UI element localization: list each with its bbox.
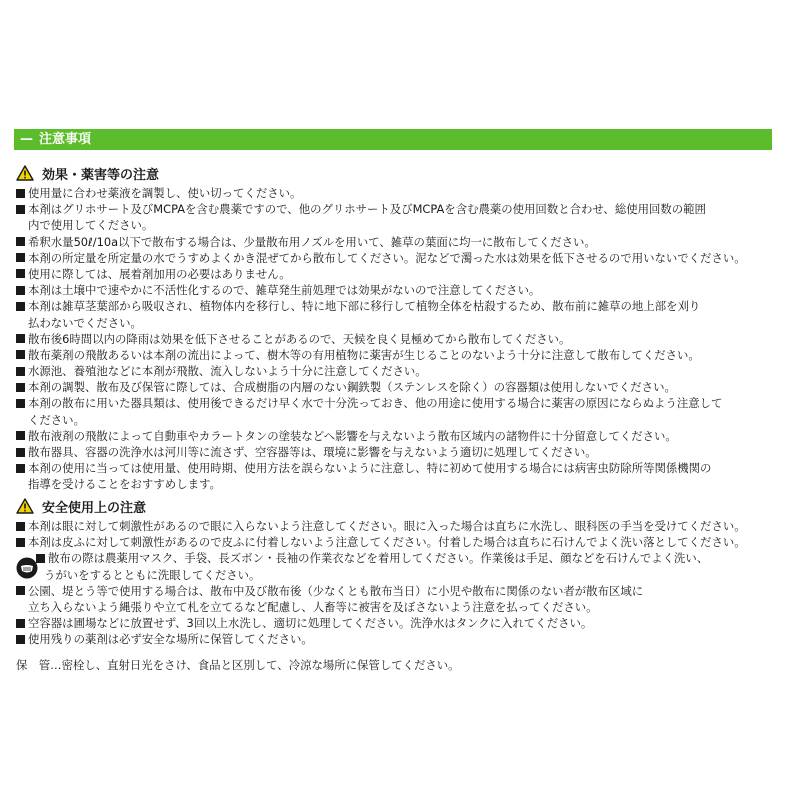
effects-note-line — [16, 363, 772, 379]
effects-note-line — [16, 315, 772, 331]
note-text: 本剤の所定量を所定量の水でうすめよくかき混ぜてから散布してください。泥などで濁った水は効果を低下させるので用いないでください。 — [28, 250, 746, 265]
square-bullet-icon — [16, 205, 25, 214]
note-text: 散布薬剤の飛散あるいは本剤の流出によって、樹木等の有用植物に薬害が生じることのないよう十分に注意して散布してください。 — [28, 347, 700, 362]
note-text: 本剤の調製、散布及び保管に際しては、合成樹脂の内層のない鋼鉄製（ステンレスを除く）の容器類は使用しないでください。 — [28, 380, 676, 395]
effects-heading-title: 効果・薬害等の注意 — [42, 167, 160, 183]
square-bullet-icon — [16, 522, 25, 531]
effects-notes-list — [16, 185, 772, 493]
note-text: うがいをするとともに洗眼してください。 — [44, 567, 261, 582]
note-text: 本剤は雑草茎葉部から吸収され、植物体内を移行し、特に地下部に移行して植物全体を枯殺するため、散布前に雑草の地上部を刈り — [28, 299, 701, 314]
square-bullet-icon — [16, 237, 25, 246]
note-text: 内で使用してください。 — [28, 218, 154, 233]
effects-note-line — [16, 282, 772, 298]
square-bullet-icon — [16, 189, 25, 198]
note-text: 希釈水量50ℓ/10a以下で散布する場合は、少量散布用ノズルを用いて、雑草の葉面に均一に散布してください。 — [28, 234, 596, 249]
note-text: 本剤は皮ふに対して刺激性があるので皮ふに付着しないよう注意してください。付着した場合は直ちに石けんでよく洗い落としてください。 — [28, 535, 746, 550]
note-text: 本剤の散布に用いた器具類は、使用後できるだけ早く水で十分洗っておき、他の用途に使用する場合に薬害の原因にならぬよう注意して — [28, 396, 723, 411]
safety-note-line — [16, 550, 772, 566]
note-text: 散布液剤の飛散によって自動車やカラートタンの塗装などへ影響を与えないよう散布区域内の諸物件に十分留意してください。 — [28, 428, 677, 443]
effects-note-line — [16, 412, 772, 428]
safety-heading — [16, 497, 146, 515]
storage-note: 保 管…密栓し、直射日光をさけ、食品と区別して、冷涼な場所に保管してください。 — [16, 658, 460, 672]
safety-note-line — [16, 599, 772, 615]
effects-note-line — [16, 185, 772, 201]
square-bullet-icon — [16, 269, 25, 278]
note-text: 立ち入らないよう縄張りや立て札を立てるなど配慮し、人畜等に被害を及ぼさないよう注意を払ってください。 — [28, 599, 598, 614]
effects-note-line — [16, 379, 772, 395]
effects-note-line — [16, 460, 772, 476]
effects-note-line — [16, 298, 772, 314]
warning-triangle-icon — [16, 498, 34, 514]
square-bullet-icon — [16, 286, 25, 295]
warning-triangle-icon — [16, 165, 34, 181]
square-bullet-icon — [16, 448, 25, 457]
safety-note-line — [16, 567, 772, 583]
effects-note-line — [16, 234, 772, 250]
note-text: 散布の際は農薬用マスク、手袋、長ズボン・長袖の作業衣などを着用してください。作業後は手足、顔などを石けんでよく洗い、 — [48, 551, 709, 566]
square-bullet-icon — [16, 619, 25, 628]
square-bullet-icon — [16, 586, 25, 595]
note-text: 払わないでください。 — [28, 315, 142, 330]
note-text: ください。 — [28, 412, 85, 427]
section-dash: — — [20, 132, 33, 147]
safety-note-line — [16, 631, 772, 647]
effects-note-line — [16, 266, 772, 282]
square-bullet-icon — [16, 431, 25, 440]
safety-note-line — [16, 615, 772, 631]
note-text: 使用量に合わせ薬液を調製し、使い切ってください。 — [28, 186, 302, 200]
square-bullet-icon — [16, 383, 25, 392]
square-bullet-icon — [16, 253, 25, 262]
note-text: 散布後6時間以内の降雨は効果を低下させることがあるので、天候を良く見極めてから散布してください。 — [28, 331, 571, 346]
note-text: 本剤はグリホサート及びMCPAを含む農薬ですので、他のグリホサート及びMCPAを含む農薬の使用回数と合わせ、総使用回数の範囲 — [28, 202, 706, 217]
effects-note-line — [16, 428, 772, 444]
square-bullet-icon — [16, 367, 25, 376]
note-text: 指導を受けることをおすすめします。 — [28, 477, 221, 492]
face-mask-icon — [16, 557, 38, 579]
square-bullet-icon — [16, 635, 25, 644]
note-text: 散布器具、容器の洗浄水は河川等に流さず、空容器等は、環境に影響を与えないよう適切に処理してください。 — [28, 445, 597, 459]
note-text: 使用残りの薬剤は必ず安全な場所に保管してください。 — [28, 632, 313, 647]
effects-note-line — [16, 347, 772, 363]
note-text: 公園、堤とう等で使用する場合は、散布中及び散布後（少なくとも散布当日）に小児や散布に関係のない者が散布区域に — [28, 583, 644, 598]
effects-note-line — [16, 331, 772, 347]
note-text: 空容器は圃場などに放置せず、3回以上水洗し、適切に処理してください。洗浄水はタンクに入れてください。 — [28, 616, 593, 631]
square-bullet-icon — [16, 334, 25, 343]
effects-note-line — [16, 201, 772, 217]
effects-heading — [16, 164, 159, 182]
square-bullet-icon — [16, 399, 25, 408]
note-text: 本剤は眼に対して刺激性があるので眼に入らないよう注意してください。眼に入った場合は直ちに水洗し、眼科医の手当を受けてください。 — [28, 519, 746, 533]
safety-note-line — [16, 534, 772, 550]
effects-note-line — [16, 444, 772, 460]
note-text: 水源池、養殖池などに本剤が飛散、流入しないよう十分に注意してください。 — [28, 364, 427, 379]
effects-note-line — [16, 476, 772, 492]
note-text: 本剤の使用に当っては使用量、使用時期、使用方法を誤らないように注意し、特に初めて使用する場合には病害虫防除所等関係機関の — [28, 461, 712, 476]
safety-note-line — [16, 518, 772, 534]
note-text: 本剤は土壌中で速やかに不活性化するので、雑草発生前処理では効果がないので注意してください。 — [28, 283, 541, 298]
section-header-bar — [14, 129, 772, 150]
effects-note-line — [16, 217, 772, 233]
effects-note-line — [16, 395, 772, 411]
safety-note-line — [16, 583, 772, 599]
square-bullet-icon — [16, 538, 25, 547]
safety-notes-list — [16, 518, 772, 648]
square-bullet-icon — [16, 350, 25, 359]
square-bullet-icon — [16, 302, 25, 311]
note-text: 使用に際しては、展着剤加用の必要はありません。 — [28, 266, 291, 281]
effects-note-line — [16, 250, 772, 266]
square-bullet-icon — [16, 464, 25, 473]
safety-heading-title: 安全使用上の注意 — [42, 500, 147, 516]
section-title: 注意事項 — [39, 132, 92, 147]
